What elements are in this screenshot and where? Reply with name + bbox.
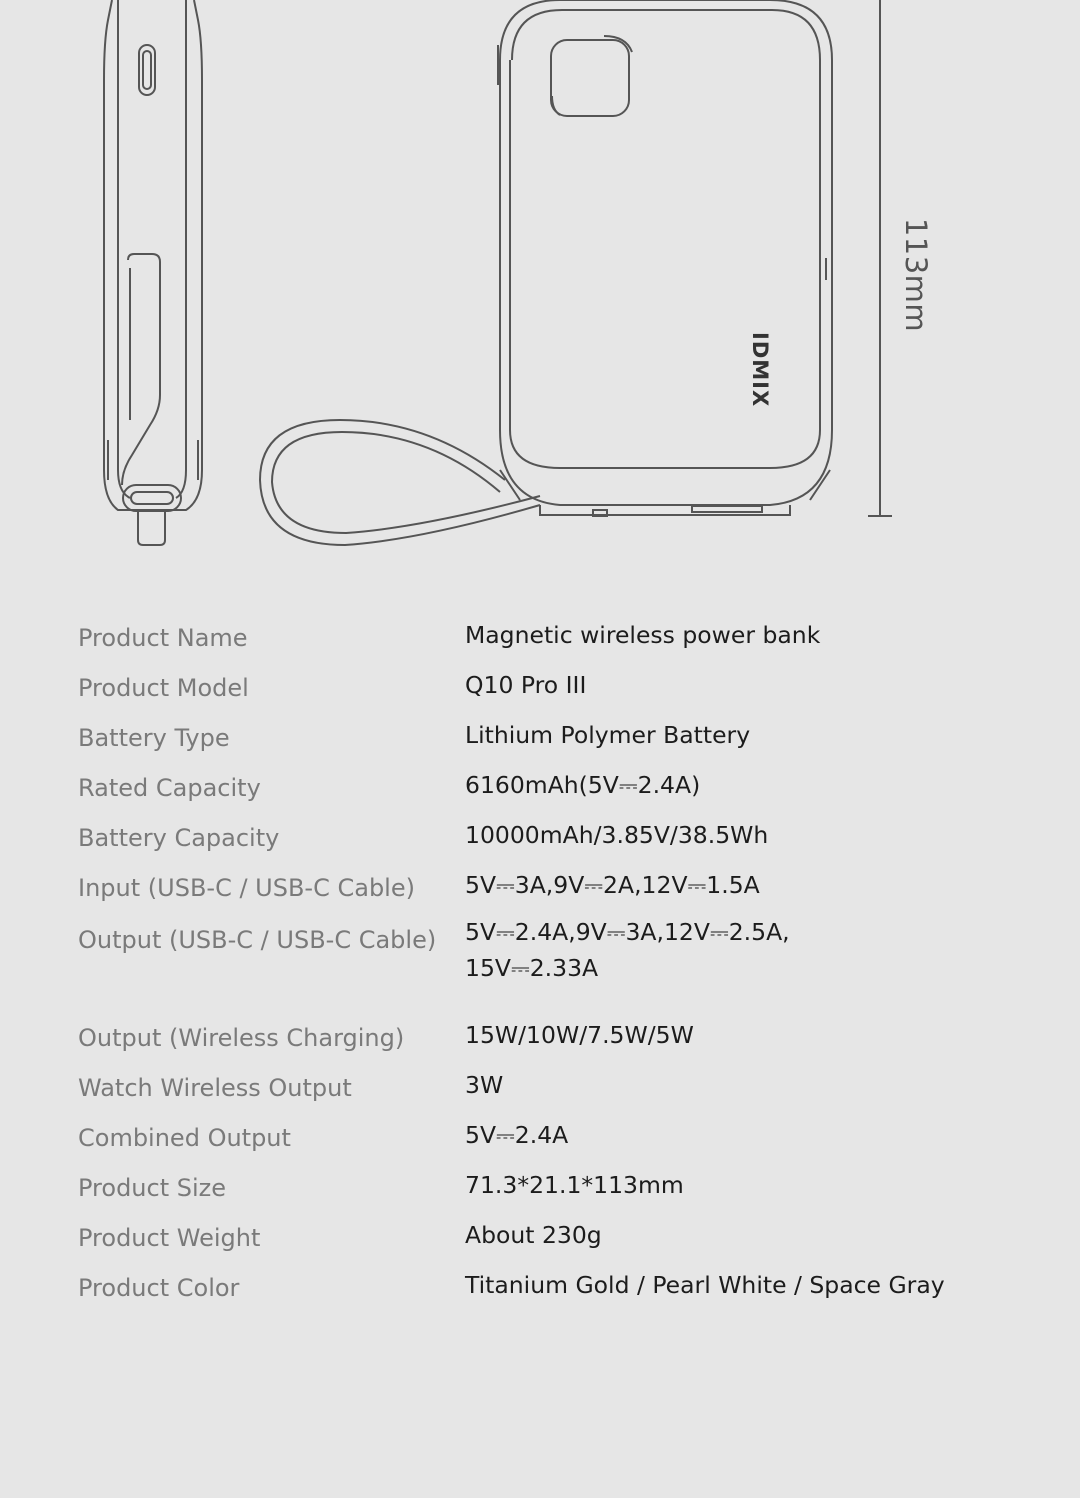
spec-label: Battery Type: [78, 723, 230, 752]
height-dimension-line: [868, 0, 892, 516]
spec-value: Q10 Pro III: [465, 671, 587, 699]
spec-label: Product Weight: [78, 1223, 261, 1252]
spec-value-continued: 15V⎓2.33A: [465, 954, 599, 982]
spec-row: [78, 1110, 1038, 1160]
spec-row: [78, 1060, 1038, 1110]
brand-logo: IDMIX: [748, 332, 772, 408]
spec-value: 10000mAh/3.85V/38.5Wh: [465, 821, 769, 849]
spec-label: Output (USB-C / USB-C Cable): [78, 926, 437, 954]
spec-value: 3W: [465, 1071, 504, 1099]
spec-value: Magnetic wireless power bank: [465, 621, 821, 649]
spec-label: Combined Output: [78, 1123, 291, 1152]
spec-label: Input (USB-C / USB-C Cable): [78, 873, 415, 902]
spec-row: [78, 860, 1038, 910]
spec-value-group: [465, 918, 790, 993]
spec-label: Watch Wireless Output: [78, 1073, 352, 1102]
spec-value: 5V⎓2.4A: [465, 1121, 569, 1149]
height-dimension-label: 113mm: [899, 217, 933, 333]
spec-label: Product Color: [78, 1273, 240, 1302]
spec-row: [78, 1010, 1038, 1060]
spec-value: 5V⎓2.4A,9V⎓3A,12V⎓2.5A,: [465, 918, 790, 946]
spec-value: 71.3*21.1*113mm: [465, 1171, 684, 1199]
spec-row: [78, 910, 1038, 1010]
spec-label: Product Model: [78, 673, 249, 702]
spec-value: 15W/10W/7.5W/5W: [465, 1021, 694, 1049]
spec-row: [78, 810, 1038, 860]
spec-value: Titanium Gold / Pearl White / Space Gray: [465, 1271, 945, 1299]
spec-label: Rated Capacity: [78, 773, 261, 802]
spec-table: [78, 610, 1038, 1310]
side-view-drawing: [104, 0, 202, 545]
spec-label: Battery Capacity: [78, 823, 280, 852]
spec-label: Output (Wireless Charging): [78, 1023, 405, 1052]
spec-label: Product Size: [78, 1173, 227, 1202]
spec-value: About 230g: [465, 1221, 602, 1249]
spec-row: [78, 1260, 1038, 1310]
spec-value: 5V⎓3A,9V⎓2A,12V⎓1.5A: [465, 871, 760, 899]
spec-row: [78, 760, 1038, 810]
spec-row: [78, 660, 1038, 710]
spec-row: [78, 1210, 1038, 1260]
spec-label: Product Name: [78, 623, 248, 652]
spec-value: Lithium Polymer Battery: [465, 721, 751, 749]
spec-value: 6160mAh(5V⎓2.4A): [465, 771, 701, 799]
spec-row: [78, 710, 1038, 760]
spec-row: [78, 1160, 1038, 1210]
front-view-drawing: [260, 0, 832, 545]
spec-row: [78, 610, 1038, 660]
